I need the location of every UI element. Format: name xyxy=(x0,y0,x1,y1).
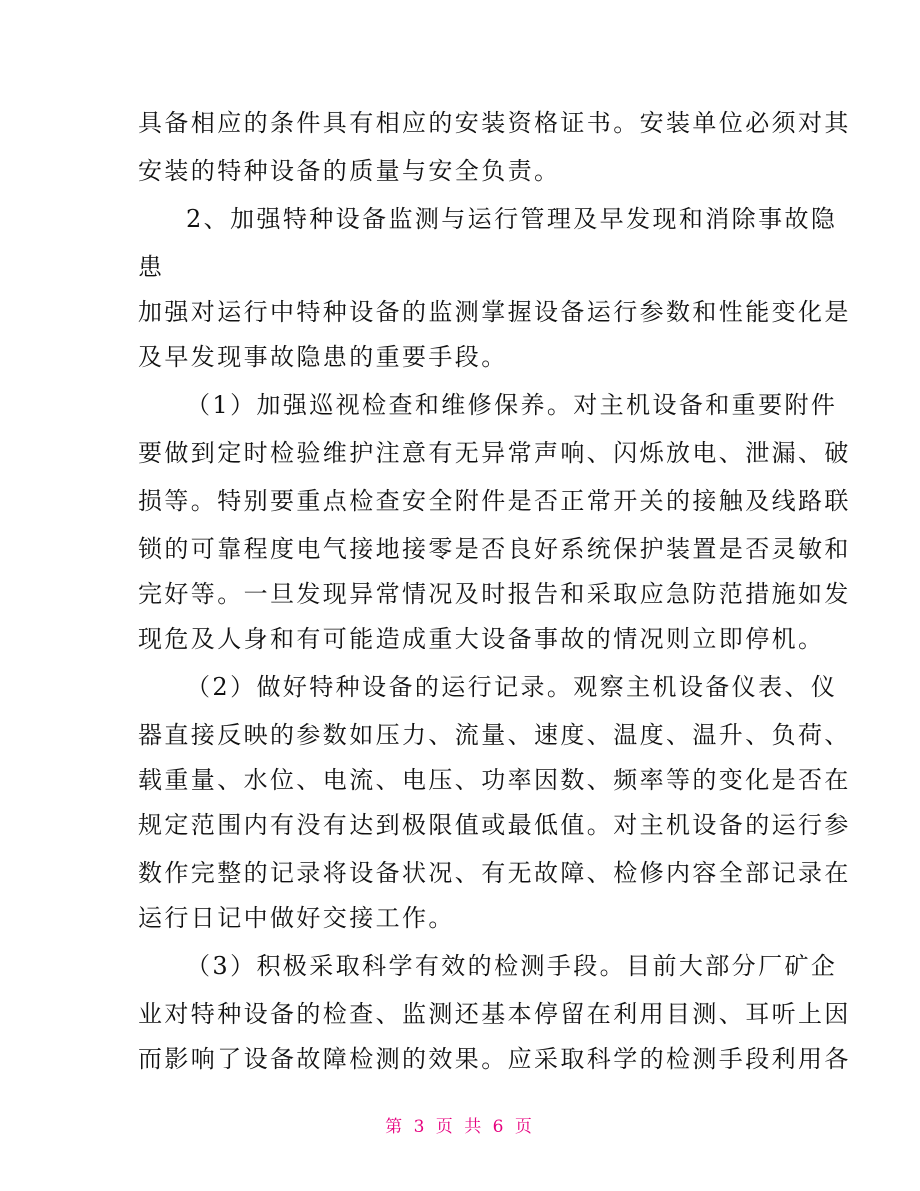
item-heading-line: （2）做好特种设备的运行记录。观察主机设备仪表、仪 xyxy=(186,673,838,701)
item-heading-line: （3）积极采取科学有效的检测手段。目前大部分厂矿企 xyxy=(186,952,838,980)
paragraph-line: 业对特种设备的检查、监测还基本停留在利用目测、耳听上因 xyxy=(138,1000,851,1028)
paragraph-line: 要做到定时检验维护注意有无异常声响、闪烁放电、泄漏、破 xyxy=(138,439,851,467)
paragraph-line: 安装的特种设备的质量与安全负责。 xyxy=(138,157,561,185)
section-heading-line: 2、加强特种设备监测与运行管理及早发现和消除事故隐 xyxy=(186,205,838,233)
item-heading-line: （1）加强巡视检查和维修保养。对主机设备和重要附件 xyxy=(186,391,838,419)
paragraph-line: 现危及人身和有可能造成重大设备事故的情况则立即停机。 xyxy=(138,625,825,653)
page-number-footer: 第 3 页 共 6 页 xyxy=(385,1117,535,1137)
paragraph-line: 载重量、水位、电流、电压、功率因数、频率等的变化是否在 xyxy=(138,766,851,794)
paragraph-line: 锁的可靠程度电气接地接零是否良好系统保护装置是否灵敏和 xyxy=(138,535,851,563)
paragraph-line: 损等。特别要重点检查安全附件是否正常开关的接触及线路联 xyxy=(138,487,851,515)
paragraph-line: 加强对运行中特种设备的监测掌握设备运行参数和性能变化是 xyxy=(138,298,851,326)
section-heading-line: 患 xyxy=(138,253,165,281)
paragraph-line: 规定范围内有没有达到极限值或最低值。对主机设备的运行参 xyxy=(138,811,851,839)
paragraph-line: 及早发现事故隐患的重要手段。 xyxy=(138,343,508,371)
paragraph-line: 具备相应的条件具有相应的安装资格证书。安装单位必须对其 xyxy=(138,109,851,137)
paragraph-line: 完好等。一旦发现异常情况及时报告和采取应急防范措施如发 xyxy=(138,580,851,608)
paragraph-line: 数作完整的记录将设备状况、有无故障、检修内容全部记录在 xyxy=(138,859,851,887)
paragraph-line: 器直接反映的参数如压力、流量、速度、温度、温升、负荷、 xyxy=(138,721,851,749)
paragraph-line: 运行日记中做好交接工作。 xyxy=(138,904,455,932)
paragraph-line: 而影响了设备故障检测的效果。应采取科学的检测手段利用各 xyxy=(138,1045,851,1073)
